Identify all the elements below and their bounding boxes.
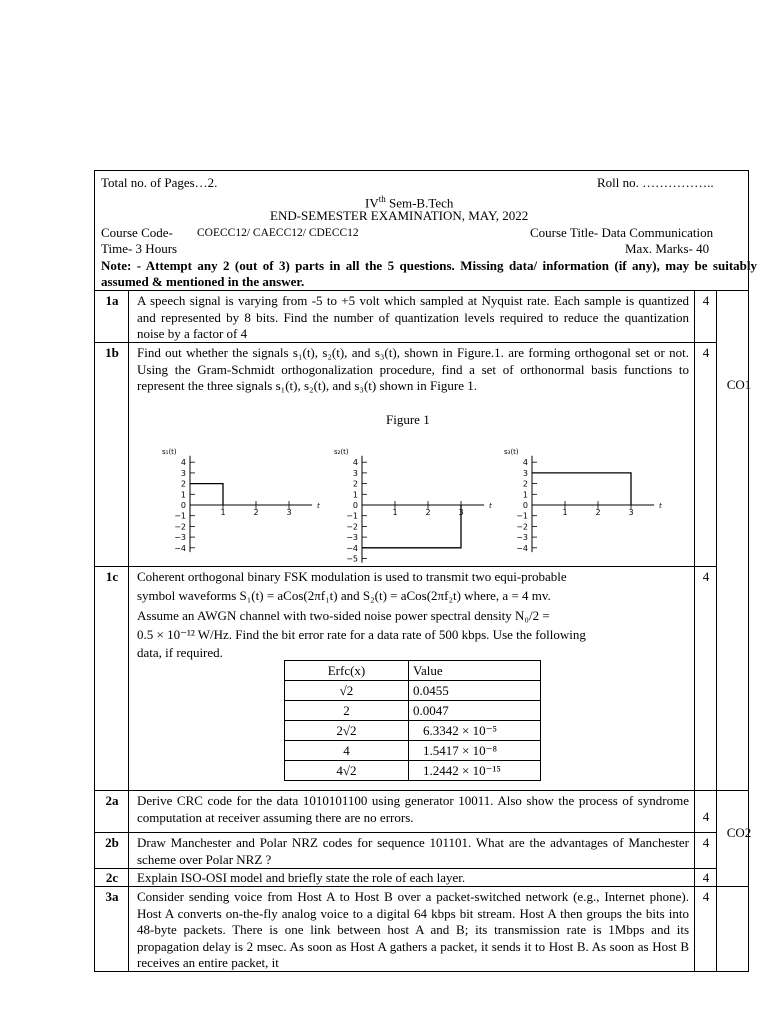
question-marks: 4 (702, 345, 710, 360)
x-tick-label: 2 (595, 508, 601, 517)
table-row (285, 721, 541, 741)
table-cell: 2√2 (285, 721, 409, 741)
course-code: COECC12/ CAECC12/ CDECC12 (197, 227, 359, 239)
y-tick-label: −5 (346, 554, 358, 564)
x-tick-label: 2 (425, 508, 431, 517)
question-label: 1a (105, 293, 119, 308)
question-marks: 4 (702, 835, 710, 850)
axis-t-label: t (659, 502, 662, 510)
co-label: CO2 (726, 825, 752, 840)
x-tick-label: 1 (562, 508, 568, 517)
y-tick-label: −3 (346, 533, 358, 543)
table-row (285, 741, 541, 761)
question-label: 3a (105, 889, 119, 904)
max-marks: Max. Marks- 40 (625, 241, 710, 256)
axis-t-label: t (489, 502, 492, 510)
question-text-line: Assume an AWGN channel with two-sided noise power spectral density N₀/2 = (137, 608, 550, 623)
x-tick-label: 1 (220, 508, 226, 517)
question-marks: 4 (702, 870, 710, 885)
y-tick-label: 1 (352, 490, 358, 500)
question-text-line: data, if required. (137, 645, 223, 660)
y-tick-label: 4 (180, 458, 186, 468)
y-tick-label: −4 (516, 543, 528, 553)
erfc-table (284, 660, 541, 781)
signal-pulse (362, 505, 464, 548)
y-tick-label: −2 (174, 522, 186, 532)
table-header: Value (409, 661, 541, 681)
semester: IV (365, 195, 379, 211)
x-tick-label: 1 (392, 508, 398, 517)
question-text: Derive CRC code for the data 1010101100 using generator 10011. Also show the process of syndrome computation at receiver assuming there are no errors. (137, 793, 689, 825)
rule (94, 832, 716, 833)
question-marks: 4 (702, 889, 710, 904)
rule (94, 290, 749, 291)
rule (94, 566, 716, 567)
signal-label: s₁(t) (162, 447, 177, 456)
axis-t-label: t (317, 502, 320, 510)
question-marks: 4 (702, 569, 710, 584)
table-cell: 2 (285, 701, 409, 721)
y-tick-label: −1 (346, 511, 358, 521)
question-text: Explain ISO-OSI model and briefly state the role of each layer. (137, 870, 466, 885)
table-row (285, 761, 541, 781)
y-tick-label: 0 (522, 501, 528, 510)
question-text-line: 0.5 × 10⁻¹² W/Hz. Find the bit error rate for a data rate of 500 kbps. Use the following (137, 627, 586, 642)
table-cell: 6.3342 × 10⁻⁵ (409, 721, 541, 741)
table-cell: 4 (285, 741, 409, 761)
question-label: 2a (105, 793, 119, 808)
question-text: A speech signal is varying from -5 to +5 volt which sampled at Nyquist rate. Each sample is quantized and represented by 8 bits. Find the number of quantization levels required to reduce the quantization noise by a factor of 4 (137, 293, 689, 341)
semester-rest: Sem-B.Tech (385, 195, 454, 211)
rule (94, 868, 716, 869)
y-tick-label: −1 (174, 511, 186, 521)
x-tick-label: 3 (286, 508, 292, 517)
y-tick-label: 3 (352, 468, 358, 478)
plot-s3 (504, 448, 662, 553)
question-text: Consider sending voice from Host A to Host B over a packet-switched network (e.g., Internet phone). Host A converts on-the-fly analog voice to a digital 64 kbps bit stream. Host A then groups the bits into 48-byte packets. There is one link between host A and B; its transmission rate is 1Mbps and its propagation delay is 2 msec. As soon as Host A gathers a packet, it sends it to Host B. As soon as Host B receives an entire packet, it (137, 889, 689, 970)
table-header: Erfc(x) (285, 661, 409, 681)
table-cell: 0.0455 (409, 681, 541, 701)
y-tick-label: 2 (180, 479, 186, 489)
rule (716, 290, 717, 972)
y-tick-label: −2 (516, 522, 528, 532)
x-tick-label: 3 (458, 508, 464, 517)
y-tick-label: 0 (180, 501, 186, 510)
signal-pulse (532, 473, 631, 505)
y-tick-label: 0 (352, 501, 358, 510)
semester-sup: th (378, 194, 386, 204)
y-tick-label: 2 (522, 479, 528, 489)
table-cell: 1.2442 × 10⁻¹⁵ (409, 761, 541, 781)
x-tick-label: 3 (628, 508, 634, 517)
y-tick-label: 1 (180, 490, 186, 500)
time: Time- 3 Hours (101, 241, 178, 256)
table-header-row (285, 661, 541, 681)
plot-s1 (162, 448, 320, 553)
course-code-label: Course Code- (101, 225, 173, 240)
plot-s2 (334, 448, 492, 564)
y-tick-label: 4 (522, 458, 528, 468)
y-tick-label: −3 (174, 533, 186, 543)
question-text-line: Coherent orthogonal binary FSK modulation is used to transmit two equi-probable (137, 569, 567, 584)
note: Note: - Attempt any 2 (out of 3) parts in all the 5 questions. Missing data/ information (if any), may be suitably assumed & mentioned in the answer. (101, 258, 757, 289)
question-text-line: symbol waveforms S₁(t) = aCos(2πf₁t) and S₂(t) = aCos(2πf₂t) where, a = 4 mv. (137, 588, 551, 603)
y-tick-label: −4 (174, 543, 186, 553)
y-tick-label: 3 (522, 468, 528, 478)
table-cell: 1.5417 × 10⁻⁸ (409, 741, 541, 761)
exam-title: END-SEMESTER EXAMINATION, MAY, 2022 (270, 208, 529, 223)
question-label: 2b (105, 835, 119, 850)
question-label: 2c (105, 870, 119, 885)
figure-caption: Figure 1 (386, 412, 430, 427)
y-tick-label: −1 (516, 511, 528, 521)
x-tick-label: 2 (253, 508, 259, 517)
y-tick-label: −3 (516, 533, 528, 543)
table-cell: 4√2 (285, 761, 409, 781)
question-text: Find out whether the signals s₁(t), s₂(t), and s₃(t), shown in Figure.1. are forming orthogonal set or not. Using the Gram-Schmidt orthogonalization procedure, find a set of orthonormal basis functions to represent the three signals s₁(t), s₂(t), and s₃(t) shown in Figure 1. (137, 345, 689, 393)
table-cell: √2 (285, 681, 409, 701)
question-label: 1c (105, 569, 119, 584)
question-text: Draw Manchester and Polar NRZ codes for sequence 101101. What are the advantages of Manchester scheme over Polar NRZ ? (137, 835, 689, 867)
y-tick-label: −2 (346, 522, 358, 532)
roll-no: Roll no. …………….. (597, 175, 714, 190)
question-marks: 4 (702, 809, 710, 824)
rule (128, 290, 129, 972)
y-tick-label: 1 (522, 490, 528, 500)
question-marks: 4 (702, 293, 710, 308)
signal-label: s₃(t) (504, 447, 519, 456)
rule (94, 790, 749, 791)
y-tick-label: 3 (180, 468, 186, 478)
y-tick-label: 4 (352, 458, 358, 468)
y-tick-label: 2 (352, 479, 358, 489)
table-row (285, 701, 541, 721)
course-title: Course Title- Data Communication (530, 225, 714, 240)
table-cell: 0.0047 (409, 701, 541, 721)
figure-1 (150, 436, 670, 566)
signal-label: s₂(t) (334, 447, 349, 456)
table-row (285, 681, 541, 701)
rule (694, 290, 695, 972)
total-pages: Total no. of Pages…2. (101, 175, 218, 190)
y-tick-label: −4 (346, 543, 358, 553)
question-label: 1b (105, 345, 119, 360)
co-label: CO1 (726, 377, 752, 392)
